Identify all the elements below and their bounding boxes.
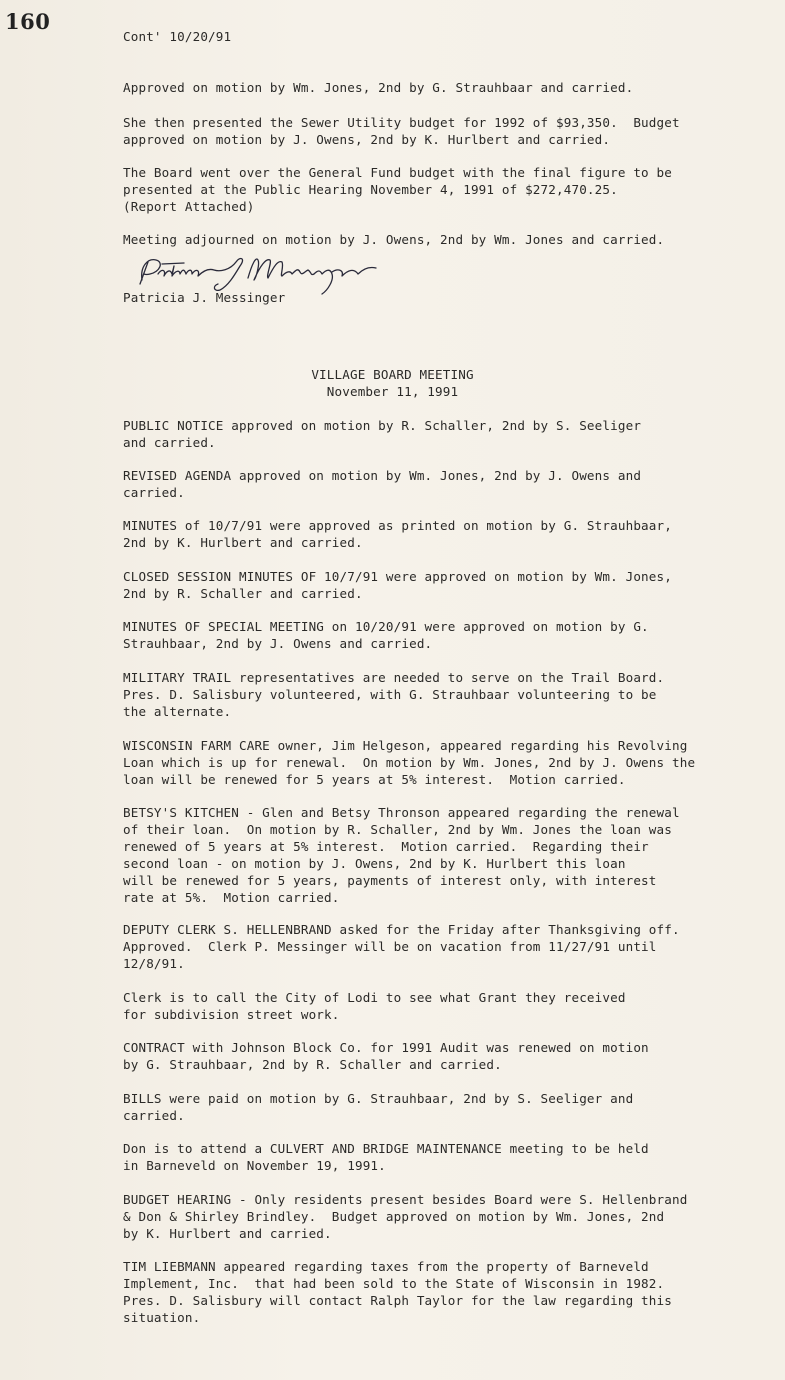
continuation-paragraph: Approved on motion by Wm. Jones, 2nd by G. Strauhbaar and carried. (123, 80, 634, 95)
continuation-paragraph: The Board went over the General Fund budget with the final figure to be presented at the Public Hearing November 4, 1991 of $272,470.25. (Report Attached) (123, 165, 672, 214)
minutes-item: BUDGET HEARING - Only residents present besides Board were S. Hellenbrand & Don & Shirley Brindley. Budget approved on motion by Wm. Jones, 2nd by K. Hurlbert and carried. (123, 1192, 688, 1241)
minutes-item: BETSY'S KITCHEN - Glen and Betsy Thronson appeared regarding the renewal of their loan. On motion by R. Schaller, 2nd by Wm. Jones the loan was renewed of 5 years at 5% interest. Motion carried. Regarding their second loan - on motion by J. Owens, 2nd by K. Hurlbert this loan will be renewed for 5 years, payments of interest only, with interest rate at 5%. Motion carried. (123, 805, 680, 905)
continuation-paragraph: Meeting adjourned on motion by J. Owens, 2nd by Wm. Jones and carried. (123, 232, 665, 247)
minutes-item: CONTRACT with Johnson Block Co. for 1991 Audit was renewed on motion by G. Strauhbaar, 2nd by R. Schaller and carried. (123, 1040, 649, 1072)
minutes-item: PUBLIC NOTICE approved on motion by R. Schaller, 2nd by S. Seeliger and carried. (123, 418, 642, 450)
meeting-title: VILLAGE BOARD MEETING (311, 367, 474, 382)
meeting-date: November 11, 1991 (326, 384, 459, 399)
page-number: 160 (5, 9, 51, 34)
minutes-item: BILLS were paid on motion by G. Strauhbaar, 2nd by S. Seeliger and carried. (123, 1091, 634, 1123)
minutes-item: REVISED AGENDA approved on motion by Wm. Jones, 2nd by J. Owens and carried. (123, 468, 642, 500)
minutes-item: MINUTES of 10/7/91 were approved as printed on motion by G. Strauhbaar, 2nd by K. Hurlbert and carried. (123, 518, 672, 550)
minutes-item: WISCONSIN FARM CARE owner, Jim Helgeson, appeared regarding his Revolving Loan which is up for renewal. On motion by Wm. Jones, 2nd by J. Owens the loan will be renewed for 5 years at 5% interest. Motion carried. (123, 738, 696, 787)
minutes-item: CLOSED SESSION MINUTES OF 10/7/91 were approved on motion by Wm. Jones, 2nd by R. Schaller and carried. (123, 569, 672, 601)
minutes-item: TIM LIEBMANN appeared regarding taxes from the property of Barneveld Implement, Inc. that had been sold to the State of Wisconsin in 1982. Pres. D. Salisbury will contact Ralph Taylor for the law regarding this situation. (123, 1259, 672, 1325)
continuation-paragraph: She then presented the Sewer Utility budget for 1992 of $93,350. Budget approved on motion by J. Owens, 2nd by K. Hurlbert and carried. (123, 115, 680, 147)
minutes-item: Don is to attend a CULVERT AND BRIDGE MAINTENANCE meeting to be held in Barneveld on November 19, 1991. (123, 1141, 649, 1173)
continuation-header: Cont' 10/20/91 (123, 29, 232, 44)
minutes-item: DEPUTY CLERK S. HELLENBRAND asked for the Friday after Thanksgiving off. Approved. Clerk P. Messinger will be on vacation from 11/27/91 until 12/8/91. (123, 922, 680, 971)
minutes-item: MILITARY TRAIL representatives are needed to serve on the Trail Board. Pres. D. Salisbury volunteered, with G. Strauhbaar volunteering to be the alternate. (123, 670, 665, 719)
minutes-item: MINUTES OF SPECIAL MEETING on 10/20/91 were approved on motion by G. Strauhbaar, 2nd by J. Owens and carried. (123, 619, 649, 651)
signer-name: Patricia J. Messinger (123, 290, 286, 305)
minutes-item: Clerk is to call the City of Lodi to see what Grant they received for subdivision street work. (123, 990, 626, 1022)
